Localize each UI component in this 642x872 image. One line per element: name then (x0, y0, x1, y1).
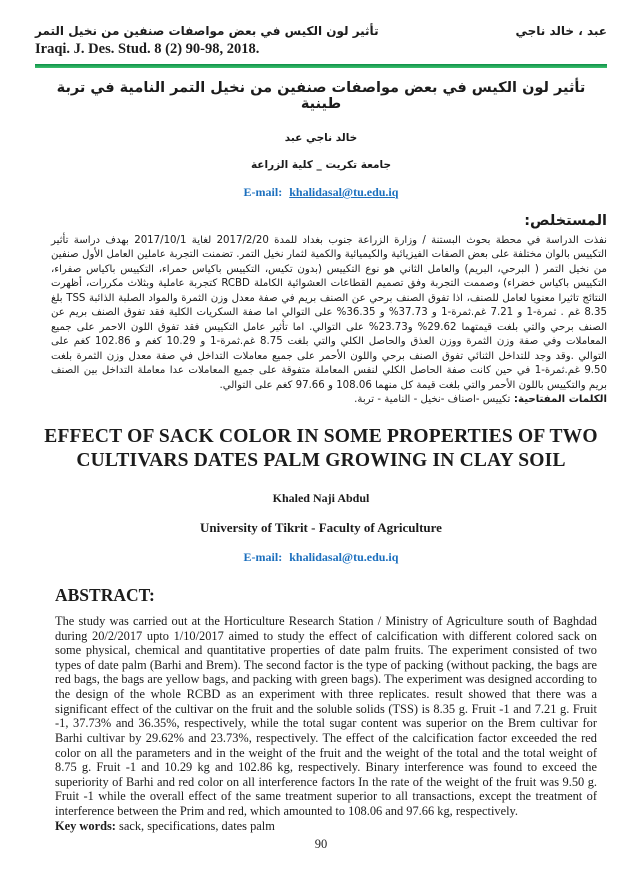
arabic-title: تأثير لون الكيس في بعض مواصفات صنفين من نخيل التمر النامية في تربة طينية (56, 80, 586, 112)
email-label: E-mail: (243, 185, 283, 199)
english-email-link[interactable]: khalidasal@tu.edu.iq (289, 549, 399, 564)
arabic-keywords-line (51, 394, 607, 405)
english-title: EFFECT OF SACK COLOR IN SOME PROPERTIES OF TWO CULTIVARS DATES PALM GROWING IN CLAY SOIL (44, 426, 598, 472)
email-label: E-mail: (243, 549, 283, 564)
english-keywords-text: sack, specifications, dates palm (119, 818, 275, 833)
running-header-author: عبد ، خالد ناجي (515, 24, 607, 38)
arabic-keywords-label: الكلمات المفتاحية: (510, 394, 607, 406)
journal-citation: Iraqi. J. Des. Stud. 8 (2) 90-98, 2018. (35, 41, 260, 57)
arabic-keywords-text: تكييس -اصناف -نخيل - النامية - تربة. (354, 394, 511, 406)
english-affiliation: University of Tikrit - Faculty of Agriculture (200, 519, 442, 535)
header-divider-rule (35, 64, 607, 68)
arabic-author: خالد ناجي عبد (284, 132, 358, 144)
english-abstract-heading: ABSTRACT: (55, 584, 155, 605)
running-header (35, 24, 607, 38)
arabic-affiliation: جامعة تكريت _ كلية الزراعة (250, 159, 392, 171)
running-title: تأثير لون الكيس في بعض مواصفات صنفين من نخيل التمر (35, 24, 379, 38)
english-keywords-line (55, 819, 597, 834)
arabic-email-link[interactable]: khalidasal@tu.edu.iq (289, 185, 399, 199)
arabic-email-line (35, 185, 607, 200)
english-email-line (35, 550, 607, 565)
english-author: Khaled Naji Abdul (272, 490, 370, 505)
arabic-abstract-text: نفذت الدراسة في محطة بحوث البستنة / وزارة الزراعة جنوب بغداد للمدة 2017/2/20 لغاية 2017/10/1 بهدف دراسة تأثير التكييس بالوان مختلفة على بعض الصفات الفيزيائية والكيميائية والكمية لثمار نخيل التمر. تضمنت التجربة عاملين العامل الأول صنفين من نخيل التمر ( البرحي، البريم) والعامل الثاني هو نوع التكييس (بدون تكيس، التكييس باكياس حمراء، التكييس باكياس صفراء، التكييس باكياس خضراء) وصممت التجربة وفق تصميم القطاعات العشوائية الكاملة RCBD كتجربة عاملية وبثلاث مكررات، أظهرت النتائج تاثيرا معنويا لعامل للصنف، اذا تفوق الصنف برحي عن الصنف بريم في صفة معدل وزن الثمرة والمواد الصلبة الذائبة TSS بلغ 8.35 غم . ثمرة-1 و 7.21 غم.ثمرة-1 و 37.73% و 36.35% على التوالي اما صفة السكريات الكلية فقد تفوق الصنف بريم عن الصنف برحي والتي بلغت قيمتهما 29.62% و23.73% على التوالي. اما تأثير عامل التكييس فقد تفوق اللون الاحمر على جميع المعاملات وفي صفة وزن الثمرة ووزن العذق والحاصل الكلي والتي بلغت 8.75 غم.ثمرة-1 و 10.29 كغم و 102.86 كغم على التوالي .وقد وجد للتداخل الثنائي تفوق الصنف برحي واللون الأحمر على جميع معاملات التداخل في صفة معدل وزن الثمرة بلغت 9.50 غم.ثمرة-1 في حين كانت صفة الحاصل الكلي لنفس المعاملة متفوقة على جميع المعاملات عدا معاملة التداخل بين الصنف بريم والتكييس باللون الأحمر والتي بلغت قيمة كل منهما 108.06 و 97.66 كغم على التوالي. (51, 235, 608, 391)
english-keywords-label: Key words: (55, 818, 120, 833)
page-number: 90 (314, 837, 328, 851)
arabic-abstract-heading: المستخلص: (524, 213, 607, 229)
english-abstract-text: The study was carried out at the Horticulture Research Station / Ministry of Agriculture south of Baghdad during 20/2/2017 upto 1/10/2017 aimed to study the effect of calcification with different colored sack on some physical, chemical and quantitative properties of date palm fruits. The experiment consisted of two types of date palm (Barhi and Brem). The second factor is the type of packing (without packing, the bags are red bags, the bags are yellow bags, and packing with green bags). The experiment was designed according to the design of the whole RCBD as an experiment with three replicates. result showed that there was a significant effect of the cultivar on the fruit and the soluble solids (TSS) is 8.35 g. Fruit -1 and 7.21 g. Fruit -1, 37.73% and 36.35%, respectively, while the total sugar content was superior on the Brem cultivar for Barhi cultivar by 29.62% and 23.73%, respectively. The effect of the calcification factor exceeded the red color on all the parameters and in the weight of the fruit and the weight of the total and the total weight of 8.75 g. Fruit -1 and 10.29 kg and 102.86 kg, respectively. Binary interference was found to exceed the superiority of Barhi and red color on all interference factors In the rate of the weight of the fruit was 9.50 g. Fruit -1 while the overall effect of the same treatment superior to all transactions, except the treatment of interference between the Prim and red, which amounted to 108.06 and 97.66 kg, respectively. (55, 613, 597, 819)
